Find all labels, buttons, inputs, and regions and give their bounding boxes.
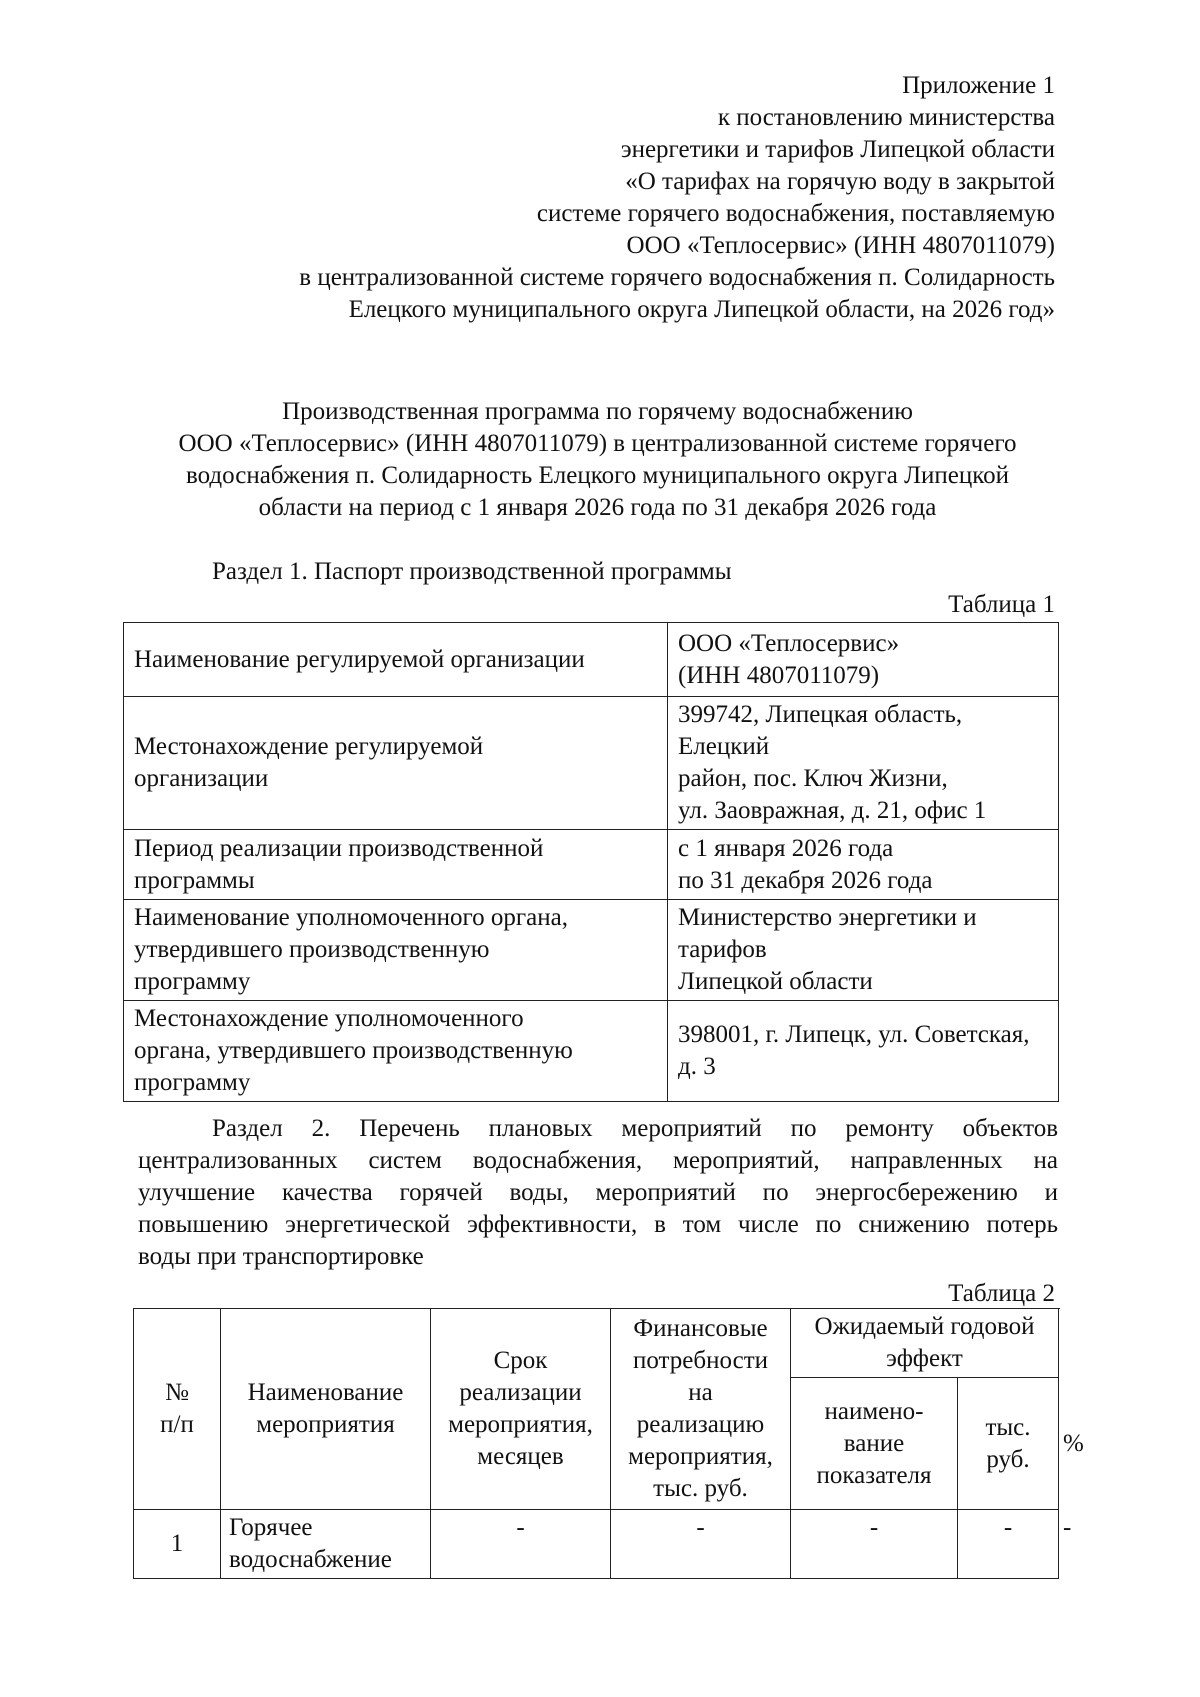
appendix-line: Приложение 1 (902, 72, 1055, 99)
header-finance: Финансовые потребности на реализацию мероприятия, тыс. руб. (611, 1309, 791, 1510)
title-line: Производственная программа по горячему водоснабжению (282, 398, 913, 425)
paragraph-line: централизованных систем водоснабжения, мероприятий, направленных на (138, 1147, 1058, 1174)
title-line: области на период с 1 января 2026 года по 31 декабря 2026 года (258, 494, 937, 521)
header-effect: Ожидаемый годовой эффект (791, 1309, 1059, 1378)
document-title (140, 396, 1055, 524)
title-line: ООО «Теплосервис» (ИНН 4807011079) в централизованной системе горячего (178, 430, 1017, 457)
passport-label: Местонахождение уполномоченного органа, утвердившего производственную программу (124, 1001, 668, 1102)
paragraph-line: улучшение качества горячей воды, мероприятий по энергосбережению и (138, 1179, 1058, 1206)
paragraph-line: повышению энергетической эффективности, в том числе по снижению потерь (138, 1211, 1058, 1238)
table2-label: Таблица 2 (948, 1280, 1055, 1307)
header-effect-rub: тыс. руб. (958, 1378, 1059, 1510)
header-num: № п/п (134, 1309, 221, 1510)
passport-table (123, 622, 1059, 1102)
header-term: Срок реализации мероприятия, месяцев (431, 1309, 611, 1510)
row-term: - (431, 1510, 611, 1579)
title-line: водоснабжения п. Солидарность Елецкого муниципального округа Липецкой (185, 462, 1010, 489)
row-num: 1 (134, 1510, 221, 1579)
passport-value: с 1 января 2026 года по 31 декабря 2026 года (668, 830, 1059, 900)
passport-value: 398001, г. Липецк, ул. Советская, д. 3 (668, 1001, 1059, 1102)
appendix-line: ООО «Теплосервис» (ИНН 4807011079) (626, 232, 1055, 259)
passport-row (124, 900, 1059, 1001)
table-row: 1 Горячее водоснабжение - - - - - (134, 1510, 1059, 1579)
appendix-line: системе горячего водоснабжения, поставляемую (536, 200, 1055, 227)
row-finance: - (611, 1510, 791, 1579)
row-name: Горячее водоснабжение (221, 1510, 431, 1579)
passport-row (124, 697, 1059, 830)
passport-row (124, 830, 1059, 900)
appendix-line: энергетики и тарифов Липецкой области (620, 136, 1055, 163)
appendix-header (299, 70, 1055, 326)
passport-value: Министерство энергетики и тарифов Липецкой области (668, 900, 1059, 1001)
passport-value: 399742, Липецкая область, Елецкий район, пос. Ключ Жизни, ул. Заовражная, д. 21, офис 1 (668, 697, 1059, 830)
table1-label: Таблица 1 (948, 591, 1055, 618)
appendix-line: «О тарифах на горячую воду в закрытой (625, 168, 1055, 195)
paragraph-line: воды при транспортировке (138, 1243, 424, 1270)
section1-heading: Раздел 1. Паспорт производственной программы (212, 558, 732, 585)
passport-label: Наименование регулируемой организации (124, 623, 668, 697)
paragraph-line: Раздел 2. Перечень плановых мероприятий по ремонту объектов (212, 1115, 1058, 1142)
row-effect-rub: - (958, 1510, 1059, 1579)
header-effect-name: наимено- вание показателя (791, 1378, 958, 1510)
appendix-line: в централизованной системе горячего водоснабжения п. Солидарность (299, 264, 1055, 291)
passport-value: ООО «Теплосервис» (ИНН 4807011079) (668, 623, 1059, 697)
section2-paragraph (138, 1113, 1058, 1273)
appendix-line: к постановлению министерства (717, 104, 1055, 131)
appendix-line: Елецкого муниципального округа Липецкой области, на 2026 год» (348, 296, 1055, 323)
header-name: Наименование мероприятия (221, 1309, 431, 1510)
row-effect-name: - (791, 1510, 958, 1579)
passport-row (124, 1001, 1059, 1102)
passport-label: Наименование уполномоченного органа, утвердившего производственную программу (124, 900, 668, 1001)
passport-label: Период реализации производственной программы (124, 830, 668, 900)
measures-table: № п/п Наименование мероприятия Срок реализации мероприятия, месяцев Финансовые потребности на реализацию мероприятия, тыс. руб. Ожидаемый годовой эффект наимено- вание показателя тыс. руб. % 1 Горячее водоснабжение - - - - - (133, 1308, 1059, 1579)
passport-label: Местонахождение регулируемой организации (124, 697, 668, 830)
passport-row (124, 623, 1059, 697)
